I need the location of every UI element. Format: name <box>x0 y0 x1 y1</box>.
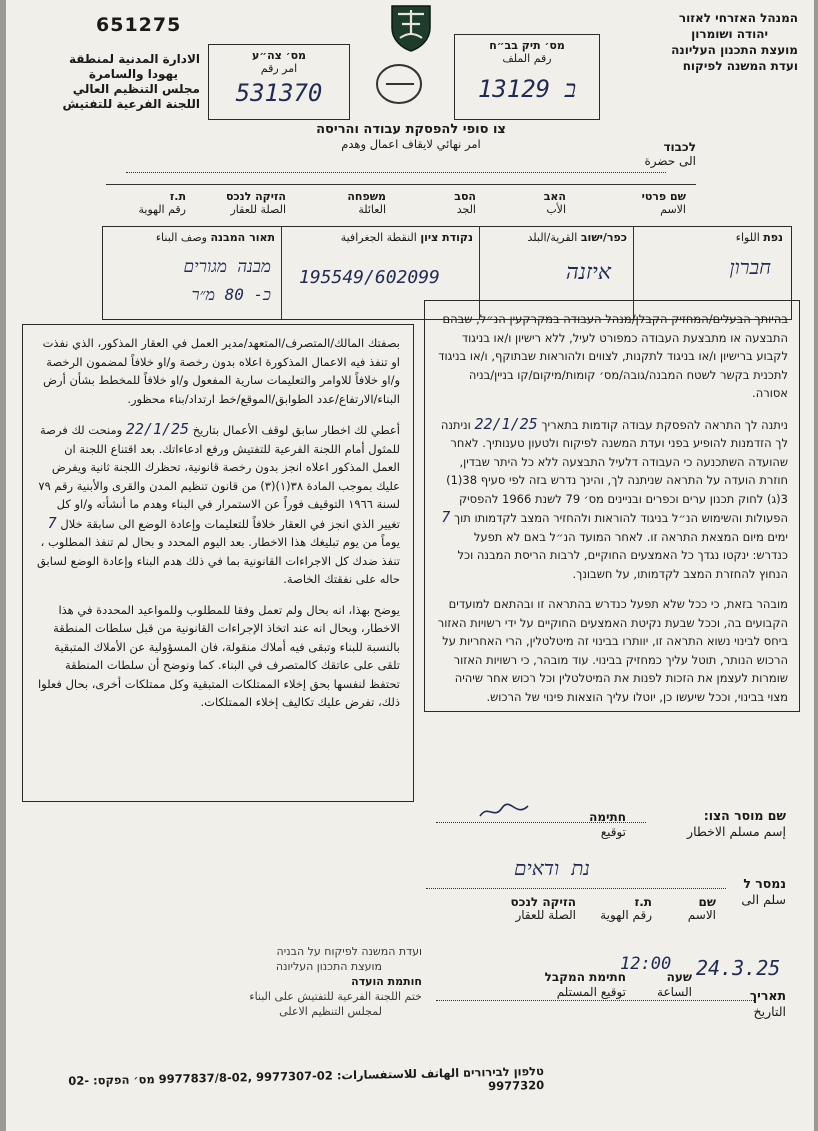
grandfather-heb: הסב <box>454 190 476 203</box>
delivery-id-label <box>588 896 652 922</box>
village-heb: כפר/ישוב <box>580 231 627 244</box>
recipient-line <box>126 172 666 173</box>
delivery-name-heb: שם <box>698 895 716 909</box>
village-label <box>487 231 627 244</box>
stamp-line-3: חותמת הועדה <box>351 975 422 988</box>
header-hebrew-line4: ועדת המשנה לפיקוח <box>682 59 798 73</box>
delivery-name-ar: الاسم <box>687 908 716 922</box>
officer-signature-label <box>566 810 626 840</box>
receiver-signature-ar: توقيع المستلم <box>556 985 626 999</box>
district-ar: اللواء <box>735 231 760 244</box>
delivery-time-value: 12:00 <box>620 954 672 974</box>
header-hebrew-line1: המנהל האזרחי לאזור <box>678 11 798 25</box>
header-arabic-line4: اللجنة الفرعية للتفتيش <box>62 97 200 111</box>
delivery-time-ar: الساعة <box>657 985 692 999</box>
file-number-label-ar: رقم الملف <box>502 52 552 65</box>
recipient-to-hebrew: לכבוד <box>663 140 696 154</box>
delivery-date-ar: التاريخ <box>753 1004 786 1019</box>
first-name-label <box>576 190 686 216</box>
stamp-line-2: מועצת התכנון העליונה <box>275 960 382 973</box>
relation-ar: الصلة للعقار <box>230 203 286 216</box>
order-number-label: מס׳ צה״ע <box>251 49 307 62</box>
order-number-box <box>208 44 350 120</box>
delivery-date-value: 24.3.25 <box>696 956 781 980</box>
arabic-days-written: 7 <box>47 513 57 532</box>
hebrew-paragraph-2 <box>436 415 788 584</box>
receiver-line <box>436 1000 756 1001</box>
header-arabic-line2: يهودا والسامرة <box>88 67 178 81</box>
family-heb: משפחה <box>347 190 386 203</box>
header-hebrew-line2: יהודה ושומרון <box>691 27 768 41</box>
grandfather-name-label <box>416 190 476 216</box>
delivered-to-line <box>426 888 726 889</box>
officer-label-heb: שם מוסר הצו: <box>703 808 786 823</box>
arabic-p2-middle: ومنحت لك فرصة للمثول أمام اللجنة الفرعية للتفتيش ورفع ادعاءاتك. بعد اقتناع اللجنة ان العمل المذكور اعلاه انجز بدون رخصة قانونية، تحظرك اللجنة ثانية ويفرض عليك بموجب المادة ٣٨(١)(٣) من قانون تنظيم المدن والقرى والأبنية رقم ٧٩ لسنة ١٩٦٦ التوقيف فوراً عن الاستمرار في البناء وهدم ما أنشأته و/او كل تغيير الذي انجز في العقار خلافاً للتعليمات وإعادة الوضع الى سابقة خلال <box>38 423 400 531</box>
emblem-icon <box>388 4 434 52</box>
building-ar: وصف البناء <box>155 231 207 244</box>
officer-signature-heb: חתימה <box>589 810 626 824</box>
coords-label <box>288 231 473 244</box>
id-number-label <box>111 190 186 216</box>
hebrew-days-written: 7 <box>441 508 451 526</box>
hebrew-p2-end: ימים מיום המצאת התראה זו. לאחר המועד הנ״ל באם לא תפעל כנדרש: ינקטו נגדך כל האמצעים החוקיים, לרבות הריסת המבנה וכל הנחוץ להחזרת המצב לקדמותו, על חשבונך. <box>457 529 788 581</box>
stamp-line-1: ועדת המשנה לפיקוח על הבניה <box>276 945 422 958</box>
hebrew-date-written: 22/1/25 <box>474 414 538 433</box>
building-label <box>109 231 275 244</box>
recipient-to-arabic: الى حضرة <box>644 154 696 168</box>
document-number: 651275 <box>96 14 182 36</box>
hebrew-body <box>436 310 788 706</box>
first-name-ar: الاسم <box>660 203 686 216</box>
father-name-label <box>506 190 566 216</box>
order-number-label-ar: امر رقم <box>260 62 298 75</box>
officer-signature-ar: توقيع <box>600 825 626 839</box>
delivered-to-heb: נמסר ל <box>743 876 786 891</box>
order-title-hebrew: צו סופי להפסקת עבודה והריסה <box>316 122 506 137</box>
delivered-to-value: נת ודאים <box>514 856 590 880</box>
header-arabic-line3: مجلس التنظيم العالي <box>72 82 200 96</box>
order-number-value: 531370 <box>235 79 323 107</box>
file-number-value: 13129 ב <box>477 75 577 103</box>
building-heb: תאור המבנה <box>210 231 275 244</box>
order-title-arabic: امر نهائي لايقاف اعمال وهدم <box>341 137 481 151</box>
delivery-relation-ar: الصلة للعقار <box>515 908 576 922</box>
delivery-id-ar: رقم الهوية <box>600 908 652 922</box>
delivered-to-ar: سلم الى <box>741 892 786 907</box>
delivery-name-label <box>666 896 716 922</box>
delivery-relation-label <box>486 896 576 922</box>
order-title <box>246 122 576 151</box>
father-heb: האב <box>543 190 566 203</box>
delivery-time-heb: שעה <box>666 970 692 984</box>
hebrew-paragraph-3: מובהר בזאת, כי ככל שלא תפעל כנדרש בהתראה זו ובהתאם למועדים הקבועים בה, וככל שבעת נקיטת האמצעים החוקיים על ידי רשויות האזור ביחס לבינוי נשוא התראה זו, יוותרו בבינוי זה מיטלטלין, הרי האחריות על הרכוש הנותר, תוטל עליך כמחזיק בבינוי. עוד מובהר, כי רשויות האזור שומרות לעצמן את הזכות לפנות את המיטלטלין וכל רכוש אחר שיהיה מצוי בבינוי, וככל שיעשו כן, יוטלו עליך הוצאות פינוי של הרכוש. <box>437 597 788 704</box>
arabic-p2-end: يوماً من يوم تبليغك هذا الاخطار. بعد اليوم المحدد و بحال لم تنفذ المطلوب ، تنفذ ضدك كل الاجراءات القانونية بما في ذلك هدم البناء وإعادة الوضع لسابق حاله على نفقتك الخاصة. <box>36 535 400 586</box>
arabic-paragraph-1: بصفتك المالك/المتصرف/المتعهد/مدير العمل في العقار المذكور، الذي نفذت او تنفذ فيه الاعمال المذكورة اعلاه بدون رخصة و/او خلافاً لمضمون الرخصة و/او خلافاً للاوامر والتعليمات سارية المفعول و/او خلافاً للمخطط بشأن أرض البناء/الارتفاع/عدد الطوابق/الموقع/خط ارتداد/بناء محظور. <box>42 336 400 406</box>
receiver-signature-heb: חתימת המקבל <box>544 970 626 984</box>
circle-mark-icon <box>374 62 424 106</box>
village-value: איזנה <box>565 260 611 285</box>
receiver-signature-label <box>526 970 626 1000</box>
file-number-box <box>454 34 600 120</box>
father-ar: الأب <box>546 203 566 216</box>
hebrew-p2-middle: וניתנה לך הזדמנות להופיע בפני ועדת המשנה לפיקוח ולטעון טענותיך. לאחר שהועדה השתכנעה כי העבודה דלעיל התבצעה ללא כל היתר שבדין, חוזרת הועדה על התראה שניתנה לך, והינך נדרש בזה לפי סעיף 38(1) 3(ג) לחוק תכנון ערים וכפרים ובניינים מס׳ 79 לשנת 1966 להפסיק הפעולות והשימוש הנ״ל בניגוד להוראות ולהחזיר המצב לקדמותו תוך <box>440 417 788 525</box>
officer-label-ar: إسم مسلم الاخطار <box>687 824 786 839</box>
stamp-line-4: ختم اللجنة الفرعية للتفتيش على البناء <box>249 990 422 1003</box>
delivery-time-label <box>652 970 692 1000</box>
recipient-label <box>616 140 696 168</box>
hebrew-paragraph-1: בהיותך הבעלים/המחזיק הקבלן/מנהל העבודה במקרקעין הנ״ל, שבהם התבצעה או מתבצעת העבודה כמפורט לעיל, ללא רישיון ו/או בניגוד לקבוע ברישיון ו/או בניגוד לתקנות, לצווים ולהוראות שבתוקף, ו/או בניגוד לתכנית בקשר לשטח המבנה/גובה/מס׳ קומות/מיקום/קו בניין/בניה אסורה. <box>438 312 788 400</box>
id-row <box>106 186 696 230</box>
family-ar: العائلة <box>358 203 386 216</box>
coords-heb: נקודת ציון <box>420 231 473 244</box>
stamp-line-5: لمجلس التنظيم الاعلى <box>279 1005 382 1018</box>
hebrew-p2-start: ניתנה לך התראה להפסקת עבודה קודמות בתאריך <box>541 417 788 432</box>
header-hebrew-line3: מועצת התכנון העליונה <box>671 43 798 57</box>
arabic-paragraph-3: يوضح بهذا، انه بحال ولم تعمل وفقا للمطلوب وللمواعيد المحددة في هذا الاخطار، وبحال انه عند اتخاذ الإجراءات القانونية من قبل سلطات المنطقة بالنسبة للبناء وتبقى فيه أملاك منقولة، فان المسؤولية عن الأملاك المتبقية تلقى على عاتقك كالمتصرف في البناء. كما ونوضح أن سلطات المنطقة تحتفظ لنفسها بحق إخلاء الممتلكات المتبقية وكل ممتلكات أخرى، بحال فعلوا ذلك، تفرض عليك تكاليف إخلاء الممتلكات. <box>37 602 400 709</box>
village-ar: القرية/البلد <box>527 231 578 244</box>
grandfather-ar: الجد <box>456 203 476 216</box>
delivery-date-heb: תאריך <box>749 988 786 1003</box>
delivery-id-heb: ת.ז <box>634 895 652 909</box>
officer-label <box>626 808 786 840</box>
committee-stamp <box>182 944 422 1019</box>
id-row-top-border <box>106 184 696 185</box>
delivery-date-label <box>726 988 786 1020</box>
district-heb: נפת <box>763 231 783 244</box>
file-number-label: מס׳ תיק בב״ח <box>489 39 565 52</box>
relation-heb: הזיקה לנכס <box>225 190 286 203</box>
first-name-heb: שם פרטי <box>641 190 686 203</box>
building-size-value: כ- 80 מ״ר <box>191 285 271 304</box>
arabic-p2-start: أعطي لك اخطار سابق لوقف الأعمال بتاريخ <box>192 423 400 437</box>
relation-label <box>196 190 286 216</box>
arabic-body <box>34 334 400 712</box>
id-number-ar: رقم الهوية <box>138 203 186 216</box>
delivery-relation-heb: הזיקה לנכס <box>510 895 576 909</box>
id-number-heb: ת.ז <box>169 190 186 203</box>
arabic-paragraph-2 <box>34 420 400 589</box>
header-hebrew <box>598 10 798 74</box>
officer-signature-image <box>476 800 536 822</box>
arabic-date-written: 22/1/25 <box>125 420 190 438</box>
header-arabic-line1: الادارة المدنية لمنطقة <box>69 52 200 66</box>
footer-contact: טלפון לבירורים الهاتف للاستفسارات: 02-9977307 ,02-9977837/8 מס׳ הפקס: 02-9977320 <box>68 1064 545 1094</box>
coords-ar: النقطة الجغرافية <box>340 231 417 244</box>
header-arabic <box>50 52 200 112</box>
coords-value: 195549/602099 <box>299 267 440 288</box>
building-value: מבנה מגורים <box>183 257 271 277</box>
district-label <box>643 231 783 244</box>
order-document <box>6 0 814 1131</box>
district-value: חברון <box>729 255 771 279</box>
family-name-label <box>326 190 386 216</box>
